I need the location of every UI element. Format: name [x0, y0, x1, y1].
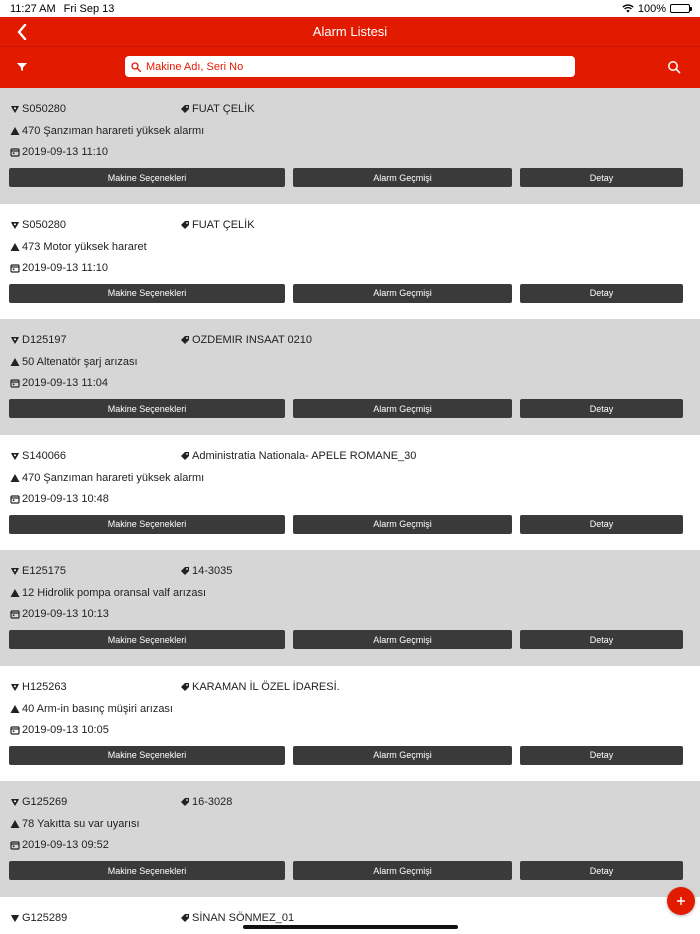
- search-input[interactable]: [146, 61, 546, 73]
- wifi-icon: [622, 4, 634, 13]
- add-button[interactable]: [667, 887, 695, 915]
- alarm-date: 2019-09-13 10:48: [22, 492, 109, 505]
- serial-group: [10, 450, 180, 462]
- tag-icon: [180, 104, 190, 114]
- plus-icon: [676, 896, 686, 906]
- machine-icon: [10, 797, 20, 807]
- serial-number: G125269: [22, 796, 68, 808]
- alarm-row: [10, 241, 147, 253]
- calendar-icon: [10, 494, 20, 504]
- date-row: [10, 839, 109, 851]
- calendar-icon: [10, 609, 20, 619]
- alarm-date: 2019-09-13 11:10: [22, 261, 109, 274]
- alarm-history-button[interactable]: Alarm Geçmişi: [293, 746, 512, 765]
- serial-number: E125175: [22, 565, 67, 577]
- calendar-icon: [10, 725, 20, 735]
- tag-icon: [180, 566, 190, 576]
- warning-icon: [10, 819, 20, 829]
- owner-name: Administratia Nationala- APELE ROMANE_30: [192, 449, 417, 462]
- alarm-header: [10, 103, 690, 115]
- alarm-date: 2019-09-13 09:52: [22, 839, 109, 851]
- serial-number: S050280: [22, 103, 67, 115]
- machine-options-button[interactable]: Makine Seçenekleri: [9, 746, 285, 765]
- owner-group: [180, 450, 416, 462]
- serial-group: [10, 796, 180, 808]
- warning-icon: [10, 588, 20, 598]
- calendar-icon: [10, 263, 20, 273]
- alarm-description: 470 Şanzıman harareti yüksek alarmı: [22, 125, 205, 137]
- serial-group: [10, 103, 180, 115]
- card-actions: [9, 399, 683, 418]
- alarm-description: 78 Yakıtta su var uyarısı: [22, 818, 140, 830]
- card-actions: [9, 168, 683, 187]
- serial-number: S050280: [22, 218, 67, 231]
- alarm-history-button[interactable]: Alarm Geçmişi: [293, 168, 512, 187]
- detail-button[interactable]: Detay: [520, 284, 683, 303]
- machine-icon: [10, 220, 20, 230]
- owner-group: [180, 681, 340, 693]
- machine-options-button[interactable]: Makine Seçenekleri: [9, 630, 285, 649]
- warning-icon: [10, 357, 20, 367]
- owner-name: SİNAN SÖNMEZ_01: [192, 912, 295, 924]
- serial-group: [10, 334, 180, 346]
- alarm-header: [10, 219, 690, 231]
- alarm-date: 2019-09-13 11:04: [22, 377, 109, 389]
- date-row: [10, 493, 109, 505]
- card-actions: [9, 746, 683, 765]
- machine-options-button[interactable]: Makine Seçenekleri: [9, 168, 285, 187]
- machine-icon: [10, 566, 20, 576]
- card-actions: [9, 630, 683, 649]
- machine-options-button[interactable]: Makine Seçenekleri: [9, 399, 285, 418]
- chevron-left-icon: [17, 24, 27, 40]
- search-submit-icon[interactable]: [666, 59, 682, 75]
- status-time: 11:27 AM: [10, 2, 56, 15]
- alarm-description: 50 Altenatör şarj arızası: [22, 356, 138, 368]
- card-actions: [9, 284, 683, 303]
- alarm-card: [0, 550, 700, 666]
- owner-name: 14-3035: [192, 565, 233, 577]
- date-row: [10, 146, 108, 158]
- alarm-history-button[interactable]: Alarm Geçmişi: [293, 284, 512, 303]
- back-button[interactable]: [12, 21, 32, 43]
- tag-icon: [180, 220, 190, 230]
- home-indicator: [243, 925, 458, 929]
- calendar-icon: [10, 147, 20, 157]
- date-row: [10, 262, 108, 274]
- warning-icon: [10, 126, 20, 136]
- alarm-card: [0, 666, 700, 782]
- alarm-date: 2019-09-13 11:10: [22, 146, 109, 158]
- status-date: Fri Sep 13: [63, 2, 115, 15]
- owner-name: FUAT ÇELİK: [192, 218, 255, 231]
- alarm-description: 40 Arm-in basınç müşiri arızası: [22, 702, 173, 715]
- serial-number: S140066: [22, 449, 67, 462]
- date-row: [10, 377, 108, 389]
- date-row: [10, 608, 109, 620]
- alarm-list: [0, 88, 700, 897]
- warning-icon: [10, 704, 20, 714]
- alarm-row: [10, 472, 204, 484]
- alarm-row: [10, 703, 173, 715]
- alarm-header: [10, 681, 690, 693]
- owner-group: [180, 334, 312, 346]
- nav-bar: [0, 17, 700, 47]
- alarm-card: [0, 781, 700, 897]
- machine-options-button[interactable]: Makine Seçenekleri: [9, 861, 285, 880]
- warning-icon: [10, 473, 20, 483]
- battery-percent: 100%: [637, 2, 666, 15]
- tag-icon: [180, 913, 190, 923]
- serial-group: [10, 565, 180, 577]
- alarm-card: [0, 435, 700, 551]
- alarm-header: [10, 334, 690, 346]
- machine-icon: [10, 913, 20, 923]
- machine-icon: [10, 335, 20, 345]
- search-field[interactable]: [125, 56, 575, 77]
- alarm-history-button[interactable]: Alarm Geçmişi: [293, 399, 512, 418]
- alarm-date: 2019-09-13 10:13: [22, 608, 109, 620]
- detail-button[interactable]: Detay: [520, 168, 683, 187]
- machine-icon: [10, 451, 20, 461]
- detail-button[interactable]: Detay: [520, 630, 683, 649]
- machine-options-button[interactable]: Makine Seçenekleri: [9, 284, 285, 303]
- serial-number: H125263: [22, 680, 67, 693]
- detail-button[interactable]: Detay: [520, 399, 683, 418]
- owner-name: KARAMAN İL ÖZEL İDARESİ.: [192, 680, 340, 693]
- detail-button[interactable]: Detay: [520, 746, 683, 765]
- serial-number: D125197: [22, 334, 67, 346]
- alarm-card: [0, 204, 700, 320]
- detail-button[interactable]: Detay: [520, 515, 683, 534]
- calendar-icon: [10, 378, 20, 388]
- tag-icon: [180, 451, 190, 461]
- warning-icon: [10, 242, 20, 252]
- alarm-description: 473 Motor yüksek hararet: [22, 240, 147, 253]
- status-right: [622, 3, 690, 15]
- owner-group: [180, 103, 255, 115]
- tag-icon: [180, 682, 190, 692]
- machine-icon: [10, 104, 20, 114]
- alarm-header: [10, 565, 690, 577]
- alarm-history-button[interactable]: Alarm Geçmişi: [293, 515, 512, 534]
- alarm-history-button[interactable]: Alarm Geçmişi: [293, 630, 512, 649]
- machine-icon: [10, 682, 20, 692]
- owner-group: [180, 219, 255, 231]
- alarm-row: [10, 356, 138, 368]
- date-row: [10, 724, 109, 736]
- alarm-row: [10, 818, 140, 830]
- filter-icon: [17, 62, 27, 72]
- owner-name: 16-3028: [192, 796, 233, 808]
- detail-button[interactable]: Detay: [520, 861, 683, 880]
- filter-button[interactable]: [14, 59, 30, 75]
- owner-name: FUAT ÇELİK: [192, 103, 255, 115]
- page-title: Alarm Listesi: [312, 24, 388, 39]
- alarm-row: [10, 125, 204, 137]
- tag-icon: [180, 797, 190, 807]
- search-bar: [0, 47, 700, 88]
- alarm-description: 470 Şanzıman harareti yüksek alarmı: [22, 471, 205, 484]
- alarm-card: [0, 88, 700, 204]
- machine-options-button[interactable]: Makine Seçenekleri: [9, 515, 285, 534]
- alarm-header: [10, 450, 690, 462]
- alarm-header: [10, 796, 690, 808]
- owner-group: [180, 565, 232, 577]
- alarm-row: [10, 587, 206, 599]
- search-icon: [131, 62, 141, 72]
- card-actions: [9, 861, 683, 880]
- alarm-card: [0, 319, 700, 435]
- battery-icon: [670, 4, 690, 13]
- status-bar: [0, 0, 700, 17]
- owner-group: [180, 796, 232, 808]
- alarm-history-button[interactable]: Alarm Geçmişi: [293, 861, 512, 880]
- card-actions: [9, 515, 683, 534]
- serial-number: G125289: [22, 912, 68, 924]
- owner-name: OZDEMIR INSAAT 0210: [192, 334, 313, 346]
- serial-group: [10, 681, 180, 693]
- alarm-date: 2019-09-13 10:05: [22, 723, 109, 736]
- serial-group: [10, 219, 180, 231]
- calendar-icon: [10, 840, 20, 850]
- tag-icon: [180, 335, 190, 345]
- alarm-description: 12 Hidrolik pompa oransal valf arızası: [22, 587, 207, 599]
